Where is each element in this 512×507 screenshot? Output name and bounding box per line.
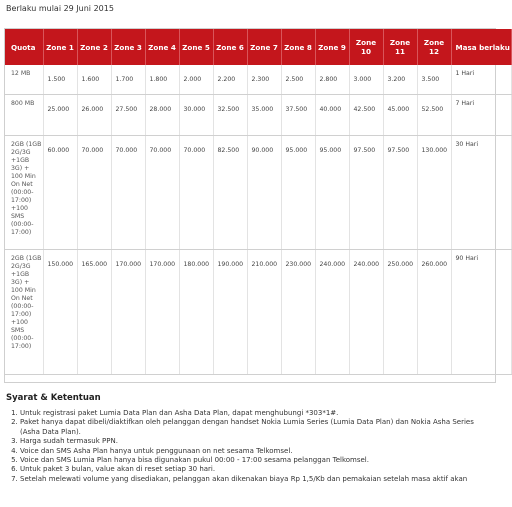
price-value: 37.500: [285, 106, 308, 113]
price-value: 165.000: [81, 261, 108, 268]
terms-list: [6, 409, 494, 484]
price-cell: [43, 95, 77, 136]
price-cell: [111, 95, 145, 136]
price-cell: [247, 250, 281, 375]
price-value: 170.000: [115, 261, 142, 268]
price-value: 2.800: [319, 76, 338, 83]
header-zone-9: Zone 9: [315, 29, 349, 65]
validity-cell: 90 Hari: [451, 250, 511, 375]
price-value: 82.500: [217, 147, 240, 154]
price-cell: [77, 250, 111, 375]
price-value: 70.000: [81, 147, 104, 154]
table-row: [5, 136, 511, 250]
price-cell: [179, 250, 213, 375]
price-cell: [281, 95, 315, 136]
price-value: 230.000: [285, 261, 312, 268]
price-value: 35.000: [251, 106, 274, 113]
price-cell: [43, 65, 77, 95]
table-row: [5, 65, 511, 95]
header-zone-7: Zone 7: [247, 29, 281, 65]
price-value: 240.000: [319, 261, 346, 268]
price-cell: [77, 95, 111, 136]
validity-cell: 7 Hari: [451, 95, 511, 136]
price-cell: [383, 136, 417, 250]
terms-item: 5. Voice dan SMS Lumia Plan hanya bisa digunakan pukul 00:00 - 17:00 sesama pelanggan Telkomsel.: [20, 456, 494, 465]
header-zone-4: Zone 4: [145, 29, 179, 65]
validity-cell: 1 Hari: [451, 65, 511, 95]
price-value: 42.500: [353, 106, 376, 113]
price-cell: [383, 65, 417, 95]
terms-item: 2. Paket hanya dapat dibeli/diaktifkan oleh pelanggan dengan handset Nokia Lumia Series (Lumia Data Plan) dan Nokia Asha Series (Asha Data Plan).: [20, 418, 494, 437]
price-value: 3.500: [421, 76, 440, 83]
price-value: 30.000: [183, 106, 206, 113]
price-value: 97.500: [353, 147, 376, 154]
header-validity: Masa berlaku: [451, 29, 511, 65]
price-value: 90.000: [251, 147, 274, 154]
table-header-row: [5, 29, 511, 65]
effective-date: Berlaku mulai 29 Juni 2015: [6, 4, 114, 13]
price-value: 26.000: [81, 106, 104, 113]
price-cell: [213, 95, 247, 136]
quota-cell: 2GB (1GB 2G/3G +1GB 3G) + 100 Min On Net (00:00-17:00) +100 SMS (00:00-17:00): [5, 136, 43, 250]
validity-cell: 30 Hari: [451, 136, 511, 250]
price-value: 3.200: [387, 76, 406, 83]
header-zone-12: Zone 12: [417, 29, 451, 65]
terms-item: 7. Setelah melewati volume yang disediakan, pelanggan akan dikenakan biaya Rp 1,5/Kb dan pemakaian setelah masa aktif akan: [20, 475, 494, 484]
price-cell: [77, 136, 111, 250]
terms-item: 6. Untuk paket 3 bulan, value akan di reset setiap 30 hari.: [20, 465, 494, 474]
price-cell: [179, 95, 213, 136]
header-zone-2: Zone 2: [77, 29, 111, 65]
terms-item: 3. Harga sudah termasuk PPN.: [20, 437, 494, 446]
price-cell: [213, 65, 247, 95]
price-cell: [247, 95, 281, 136]
price-cell: [417, 65, 451, 95]
terms-section: [6, 393, 494, 484]
price-cell: [417, 136, 451, 250]
quota-cell: 12 MB: [5, 65, 43, 95]
price-cell: [281, 136, 315, 250]
price-value: 150.000: [47, 261, 74, 268]
header-quota: Quota: [5, 29, 43, 65]
price-value: 3.000: [353, 76, 372, 83]
price-cell: [213, 250, 247, 375]
price-cell: [111, 65, 145, 95]
price-value: 1.500: [47, 76, 66, 83]
price-cell: [179, 65, 213, 95]
header-zone-11: Zone 11: [383, 29, 417, 65]
price-value: 45.000: [387, 106, 410, 113]
terms-item: 4. Voice dan SMS Asha Plan hanya untuk penggunaan on net sesama Telkomsel.: [20, 447, 494, 456]
price-value: 1.600: [81, 76, 100, 83]
price-value: 70.000: [115, 147, 138, 154]
price-cell: [179, 136, 213, 250]
header-zone-3: Zone 3: [111, 29, 145, 65]
price-value: 260.000: [421, 261, 448, 268]
price-cell: [315, 65, 349, 95]
price-table-container[interactable]: [4, 28, 510, 383]
price-cell: [383, 95, 417, 136]
price-cell: [281, 65, 315, 95]
price-cell: [145, 136, 179, 250]
price-cell: [43, 136, 77, 250]
price-value: 28.000: [149, 106, 172, 113]
price-value: 170.000: [149, 261, 176, 268]
quota-cell: 2GB (1GB 2G/3G +1GB 3G) + 100 Min On Net (00:00-17:00) +100 SMS (00:00-17:00): [5, 250, 43, 375]
price-cell: [349, 65, 383, 95]
header-zone-6: Zone 6: [213, 29, 247, 65]
price-cell: [145, 250, 179, 375]
price-value: 2.000: [183, 76, 202, 83]
price-value: 95.000: [319, 147, 342, 154]
price-cell: [213, 136, 247, 250]
header-zone-10: Zone 10: [349, 29, 383, 65]
price-cell: [145, 95, 179, 136]
table-row: [5, 250, 511, 375]
price-cell: [111, 136, 145, 250]
price-cell: [247, 136, 281, 250]
price-cell: [43, 250, 77, 375]
price-value: 52.500: [421, 106, 444, 113]
header-zone-1: Zone 1: [43, 29, 77, 65]
header-zone-8: Zone 8: [281, 29, 315, 65]
price-value: 2.300: [251, 76, 270, 83]
price-value: 1.700: [115, 76, 134, 83]
price-cell: [315, 136, 349, 250]
price-value: 1.800: [149, 76, 168, 83]
header-zone-5: Zone 5: [179, 29, 213, 65]
quota-cell: 800 MB: [5, 95, 43, 136]
price-cell: [315, 250, 349, 375]
price-table: [5, 29, 512, 375]
price-value: 2.500: [285, 76, 304, 83]
price-cell: [349, 250, 383, 375]
price-value: 70.000: [149, 147, 172, 154]
price-cell: [77, 65, 111, 95]
terms-item: 1. Untuk registrasi paket Lumia Data Plan dan Asha Data Plan, dapat menghubungi *303*1#.: [20, 409, 494, 418]
price-cell: [349, 136, 383, 250]
price-value: 130.000: [421, 147, 448, 154]
price-cell: [111, 250, 145, 375]
price-cell: [247, 65, 281, 95]
price-value: 25.000: [47, 106, 70, 113]
price-value: 70.000: [183, 147, 206, 154]
table-row: [5, 95, 511, 136]
price-value: 95.000: [285, 147, 308, 154]
price-cell: [417, 95, 451, 136]
price-value: 60.000: [47, 147, 70, 154]
price-cell: [417, 250, 451, 375]
price-value: 190.000: [217, 261, 244, 268]
price-cell: [281, 250, 315, 375]
price-value: 250.000: [387, 261, 414, 268]
price-value: 240.000: [353, 261, 380, 268]
price-value: 180.000: [183, 261, 210, 268]
price-value: 97.500: [387, 147, 410, 154]
price-value: 40.000: [319, 106, 342, 113]
price-value: 2.200: [217, 76, 236, 83]
price-cell: [145, 65, 179, 95]
price-value: 32.500: [217, 106, 240, 113]
price-value: 27.500: [115, 106, 138, 113]
price-cell: [383, 250, 417, 375]
price-value: 210.000: [251, 261, 278, 268]
price-cell: [349, 95, 383, 136]
terms-title: Syarat & Ketentuan: [6, 393, 101, 403]
price-cell: [315, 95, 349, 136]
